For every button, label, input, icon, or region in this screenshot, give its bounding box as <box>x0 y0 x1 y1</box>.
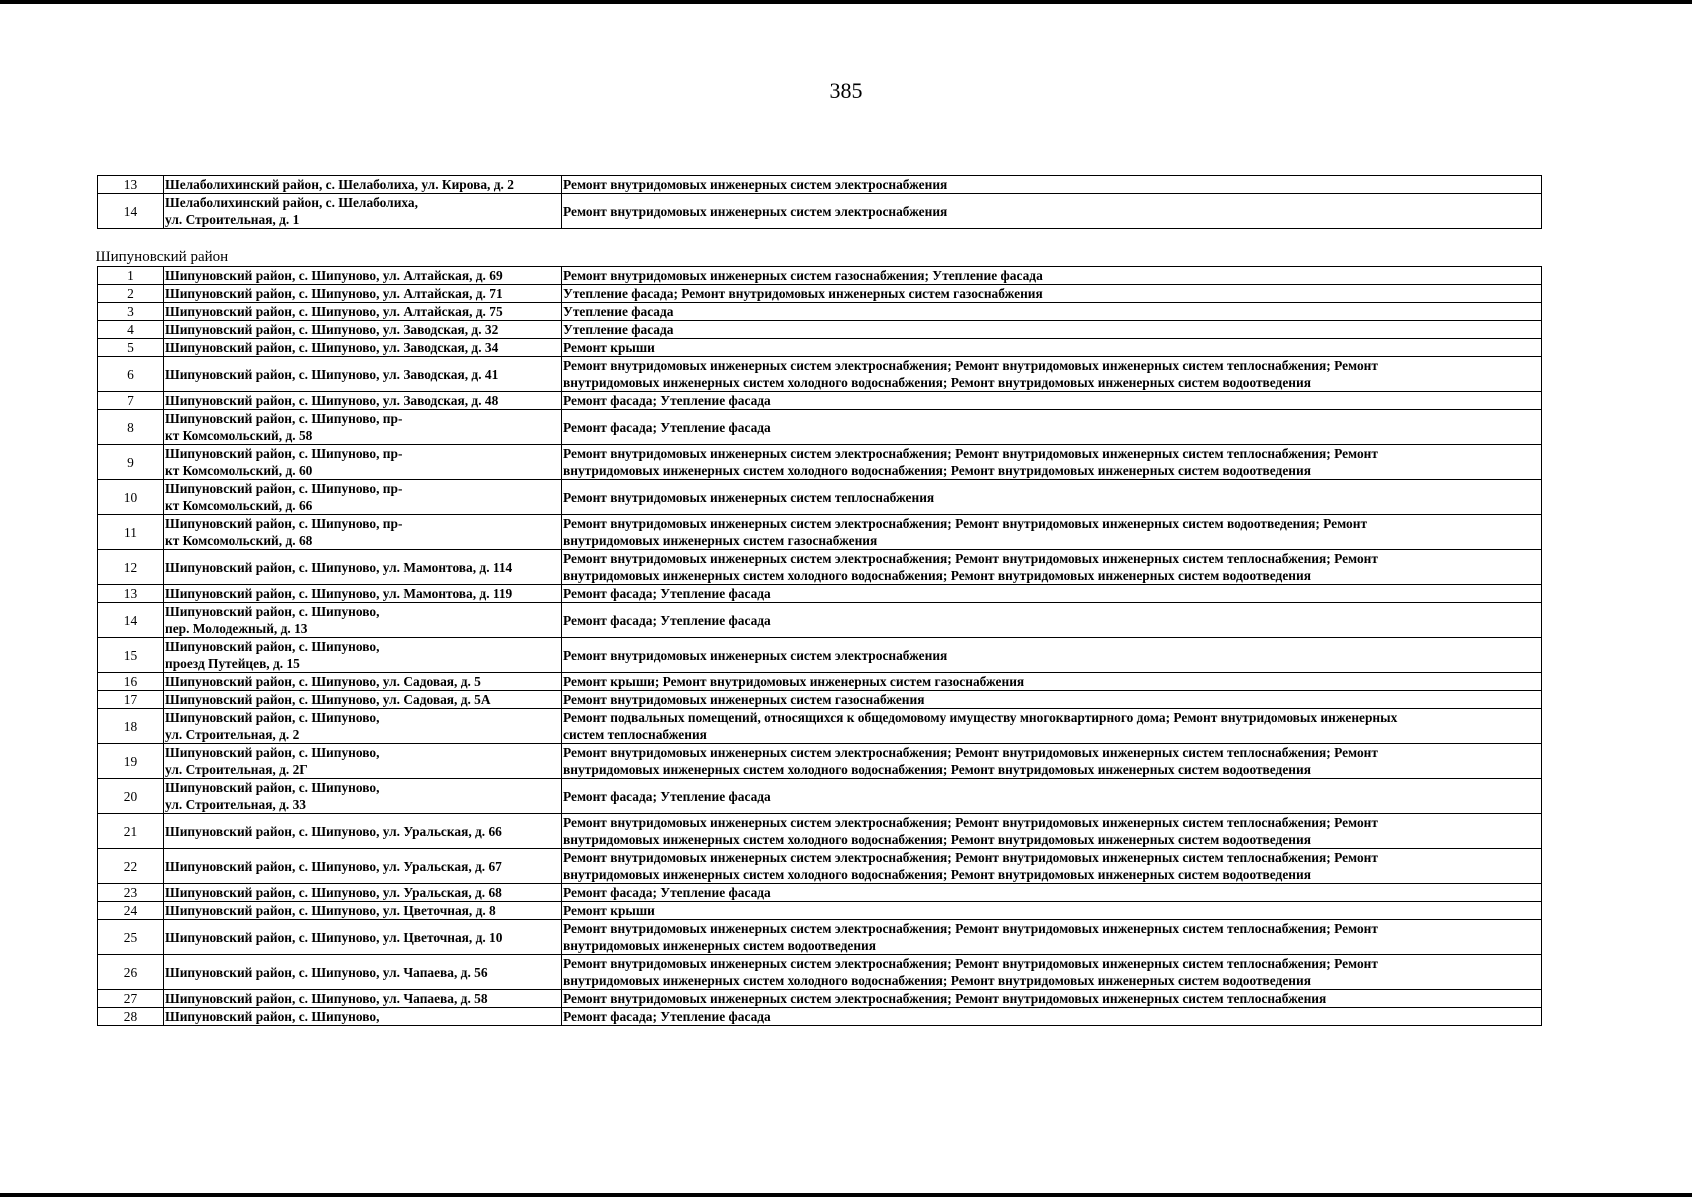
address-cell: Шипуновский район, с. Шипуново, ул. Садовая, д. 5 <box>164 673 562 691</box>
address-cell: Шипуновский район, с. Шипуново, ул. Заводская, д. 34 <box>164 339 562 357</box>
row-number: 2 <box>98 285 164 303</box>
address-cell: Шипуновский район, с. Шипуново, ул. Цветочная, д. 8 <box>164 902 562 920</box>
work-type-cell: Ремонт фасада; Утепление фасада <box>562 392 1542 410</box>
work-type-cell: Ремонт фасада; Утепление фасада <box>562 1008 1542 1026</box>
scan-bottom-border <box>0 1193 1692 1197</box>
table-row <box>98 194 1542 229</box>
row-number: 7 <box>98 392 164 410</box>
table-row <box>98 585 1542 603</box>
address-cell: Шипуновский район, с. Шипуново, ул. Заводская, д. 32 <box>164 321 562 339</box>
work-type-cell: Ремонт фасада; Утепление фасада <box>562 884 1542 902</box>
table-row <box>98 744 1542 779</box>
work-type-cell: Утепление фасада <box>562 303 1542 321</box>
address-cell: Шипуновский район, с. Шипуново, пр- кт Комсомольский, д. 68 <box>164 515 562 550</box>
work-type-cell: Утепление фасада <box>562 321 1542 339</box>
work-type-cell: Ремонт внутридомовых инженерных систем электроснабжения; Ремонт внутридомовых инженерных систем теплоснабжения; Ремонт внутридомовых инженерных систем холодного водоснабжения; Ремонт внутридомовых инженерных систем водоотведения <box>562 814 1542 849</box>
row-number: 28 <box>98 1008 164 1026</box>
repair-table-container <box>97 175 1541 1026</box>
table-row <box>98 515 1542 550</box>
address-cell: Шипуновский район, с. Шипуново, ул. Цветочная, д. 10 <box>164 920 562 955</box>
row-number: 13 <box>98 585 164 603</box>
address-cell: Шипуновский район, с. Шипуново, ул. Уральская, д. 68 <box>164 884 562 902</box>
table-row <box>98 884 1542 902</box>
row-number: 4 <box>98 321 164 339</box>
row-number: 3 <box>98 303 164 321</box>
table-row <box>98 285 1542 303</box>
row-number: 8 <box>98 410 164 445</box>
table-row <box>98 849 1542 884</box>
row-number: 9 <box>98 445 164 480</box>
work-type-cell: Ремонт внутридомовых инженерных систем электроснабжения; Ремонт внутридомовых инженерных систем теплоснабжения; Ремонт внутридомовых инженерных систем холодного водоснабжения; Ремонт внутридомовых инженерных систем водоотведения <box>562 445 1542 480</box>
address-cell: Шипуновский район, с. Шипуново, ул. Уральская, д. 67 <box>164 849 562 884</box>
address-cell: Шелаболихинский район, с. Шелаболиха, ул. Кирова, д. 2 <box>164 176 562 194</box>
row-number: 17 <box>98 691 164 709</box>
address-cell: Шипуновский район, с. Шипуново, ул. Заводская, д. 41 <box>164 357 562 392</box>
address-cell: Шипуновский район, с. Шипуново, ул. Мамонтова, д. 114 <box>164 550 562 585</box>
table-row <box>98 176 1542 194</box>
address-cell: Шипуновский район, с. Шипуново, ул. Садовая, д. 5А <box>164 691 562 709</box>
row-number: 21 <box>98 814 164 849</box>
row-number: 12 <box>98 550 164 585</box>
table-row <box>98 480 1542 515</box>
address-cell: Шипуновский район, с. Шипуново, ул. Алтайская, д. 75 <box>164 303 562 321</box>
address-cell: Шипуновский район, с. Шипуново, ул. Чапаева, д. 56 <box>164 955 562 990</box>
work-type-cell: Ремонт внутридомовых инженерных систем электроснабжения; Ремонт внутридомовых инженерных систем теплоснабжения; Ремонт внутридомовых инженерных систем холодного водоснабжения; Ремонт внутридомовых инженерных систем водоотведения <box>562 849 1542 884</box>
work-type-cell: Ремонт внутридомовых инженерных систем электроснабжения <box>562 194 1542 229</box>
work-type-cell: Ремонт внутридомовых инженерных систем электроснабжения; Ремонт внутридомовых инженерных систем водоотведения; Ремонт внутридомовых инженерных систем газоснабжения <box>562 515 1542 550</box>
address-cell: Шипуновский район, с. Шипуново, ул. Строительная, д. 33 <box>164 779 562 814</box>
table-row <box>98 267 1542 285</box>
table-row <box>98 303 1542 321</box>
row-number: 6 <box>98 357 164 392</box>
row-number: 24 <box>98 902 164 920</box>
address-cell: Шипуновский район, с. Шипуново, ул. Уральская, д. 66 <box>164 814 562 849</box>
table-row <box>98 955 1542 990</box>
page-number: 385 <box>829 78 863 103</box>
row-number: 11 <box>98 515 164 550</box>
work-type-cell: Ремонт внутридомовых инженерных систем теплоснабжения <box>562 480 1542 515</box>
row-number: 23 <box>98 884 164 902</box>
table-row <box>98 392 1542 410</box>
work-type-cell: Ремонт внутридомовых инженерных систем газоснабжения; Утепление фасада <box>562 267 1542 285</box>
table-row <box>98 550 1542 585</box>
work-type-cell: Ремонт внутридомовых инженерных систем электроснабжения; Ремонт внутридомовых инженерных систем теплоснабжения; Ремонт внутридомовых инженерных систем холодного водоснабжения; Ремонт внутридомовых инженерных систем водоотведения <box>562 550 1542 585</box>
table-row <box>98 691 1542 709</box>
table-row <box>98 638 1542 673</box>
table-row <box>98 673 1542 691</box>
address-cell: Шипуновский район, с. Шипуново, пер. Молодежный, д. 13 <box>164 603 562 638</box>
address-cell: Шипуновский район, с. Шипуново, ул. Строительная, д. 2 <box>164 709 562 744</box>
address-cell: Шипуновский район, с. Шипуново, пр- кт Комсомольский, д. 60 <box>164 445 562 480</box>
row-number: 27 <box>98 990 164 1008</box>
table-row <box>98 410 1542 445</box>
table-row <box>98 709 1542 744</box>
work-type-cell: Ремонт фасада; Утепление фасада <box>562 779 1542 814</box>
table-row <box>98 779 1542 814</box>
work-type-cell: Ремонт крыши; Ремонт внутридомовых инженерных систем газоснабжения <box>562 673 1542 691</box>
address-cell: Шипуновский район, с. Шипуново, ул. Чапаева, д. 58 <box>164 990 562 1008</box>
work-type-cell: Ремонт внутридомовых инженерных систем электроснабжения; Ремонт внутридомовых инженерных систем теплоснабжения <box>562 990 1542 1008</box>
row-number: 18 <box>98 709 164 744</box>
address-cell: Шипуновский район, с. Шипуново, ул. Алтайская, д. 69 <box>164 267 562 285</box>
address-cell: Шипуновский район, с. Шипуново, ул. Мамонтова, д. 119 <box>164 585 562 603</box>
work-type-cell: Утепление фасада; Ремонт внутридомовых инженерных систем газоснабжения <box>562 285 1542 303</box>
work-type-cell: Ремонт внутридомовых инженерных систем электроснабжения; Ремонт внутридомовых инженерных систем теплоснабжения; Ремонт внутридомовых инженерных систем холодного водоснабжения; Ремонт внутридомовых инженерных систем водоотведения <box>562 744 1542 779</box>
district-heading: Шипуновский район <box>96 229 1540 267</box>
work-type-cell: Ремонт внутридомовых инженерных систем электроснабжения; Ремонт внутридомовых инженерных систем теплоснабжения; Ремонт внутридомовых инженерных систем водоотведения <box>562 920 1542 955</box>
table-row <box>98 321 1542 339</box>
work-type-cell: Ремонт внутридомовых инженерных систем электроснабжения <box>562 638 1542 673</box>
work-type-cell: Ремонт фасада; Утепление фасада <box>562 585 1542 603</box>
row-number: 26 <box>98 955 164 990</box>
work-type-cell: Ремонт внутридомовых инженерных систем электроснабжения <box>562 176 1542 194</box>
repair-table-body <box>95 176 1542 1026</box>
table-row <box>98 1008 1542 1026</box>
table-row <box>98 357 1542 392</box>
row-number: 14 <box>98 603 164 638</box>
table-row <box>98 920 1542 955</box>
work-type-cell: Ремонт крыши <box>562 339 1542 357</box>
address-cell: Шипуновский район, с. Шипуново, ул. Строительная, д. 2Г <box>164 744 562 779</box>
row-number: 13 <box>98 176 164 194</box>
table-row <box>98 603 1542 638</box>
row-number: 25 <box>98 920 164 955</box>
table-row <box>98 814 1542 849</box>
address-cell: Шипуновский район, с. Шипуново, проезд Путейцев, д. 15 <box>164 638 562 673</box>
repair-table <box>97 175 1542 1026</box>
table-row <box>98 339 1542 357</box>
work-type-cell: Ремонт внутридомовых инженерных систем газоснабжения <box>562 691 1542 709</box>
row-number: 20 <box>98 779 164 814</box>
address-cell: Шипуновский район, с. Шипуново, пр- кт Комсомольский, д. 66 <box>164 480 562 515</box>
row-number: 14 <box>98 194 164 229</box>
address-cell: Шипуновский район, с. Шипуново, <box>164 1008 562 1026</box>
table-row <box>98 990 1542 1008</box>
row-number: 16 <box>98 673 164 691</box>
scan-top-border <box>0 0 1692 4</box>
row-number: 1 <box>98 267 164 285</box>
work-type-cell: Ремонт фасада; Утепление фасада <box>562 410 1542 445</box>
work-type-cell: Ремонт подвальных помещений, относящихся к общедомовому имуществу многоквартирного дома; Ремонт внутридомовых инженерных систем теплоснабжения <box>562 709 1542 744</box>
address-cell: Шипуновский район, с. Шипуново, ул. Алтайская, д. 71 <box>164 285 562 303</box>
address-cell: Шипуновский район, с. Шипуново, пр- кт Комсомольский, д. 58 <box>164 410 562 445</box>
address-cell: Шипуновский район, с. Шипуново, ул. Заводская, д. 48 <box>164 392 562 410</box>
table-row <box>98 902 1542 920</box>
table-row <box>98 445 1542 480</box>
work-type-cell: Ремонт внутридомовых инженерных систем электроснабжения; Ремонт внутридомовых инженерных систем теплоснабжения; Ремонт внутридомовых инженерных систем холодного водоснабжения; Ремонт внутридомовых инженерных систем водоотведения <box>562 955 1542 990</box>
row-number: 15 <box>98 638 164 673</box>
work-type-cell: Ремонт крыши <box>562 902 1542 920</box>
district-heading-row <box>98 229 1542 267</box>
row-number: 22 <box>98 849 164 884</box>
address-cell: Шелаболихинский район, с. Шелаболиха, ул. Строительная, д. 1 <box>164 194 562 229</box>
work-type-cell: Ремонт внутридомовых инженерных систем электроснабжения; Ремонт внутридомовых инженерных систем теплоснабжения; Ремонт внутридомовых инженерных систем холодного водоснабжения; Ремонт внутридомовых инженерных систем водоотведения <box>562 357 1542 392</box>
row-number: 5 <box>98 339 164 357</box>
row-number: 19 <box>98 744 164 779</box>
work-type-cell: Ремонт фасада; Утепление фасада <box>562 603 1542 638</box>
row-number: 10 <box>98 480 164 515</box>
